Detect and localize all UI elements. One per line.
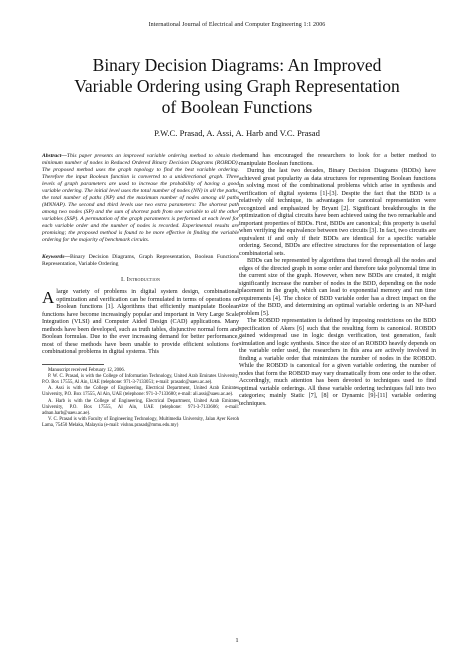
footnote-rule [42,364,104,365]
paragraph: The ROBDD representation is defined by imposing restrictions on the BDD specification of Akers [6] such that the resulting form is canonical. ROBDD gained widespread use in logic design verification, test generation, fault simulation and logic synthesis. Since the size of an ROBDD heavily depends on the variable order used, the researchers in this area are actively involved in finding a variable order that minimizes the number of nodes in the ROBDD. While the ROBDD is canonical for a given variable ordering, the number of nodes that form the ROBDD may vary dramatically from one order to the other. Accordingly, much attention has been devoted to techniques used to find optimal variable orderings. All these variable ordering techniques fall into two categories; mainly Static [7], [8] or Dynamic [9]-[11] variable ordering techniques. [239,318,436,407]
paragraph: BDDs can be represented by algorithms that travel through all the nodes and edges of the directed graph in some order and therefore take polynomial time in the current size of the graph. However, when new BDDs are created, it might significantly increase the number of nodes in the BDD, depending on the node placement in the graph, which can lead to exponential memory and run time requirements [4]. The choice of BDD variable order has a direct impact on the size of the BDD, and determining an optimal variable ordering is an NP-hard problem [5]. [239,258,436,317]
footnote: A. Harb is with the College of Engineering, Electrical Department, United Arab Emirates University, P.O. Box 17555, Al Ain, UAE (telephone: 971-3-7133606; e-mail: adnan.harb@uaeu.ac.ae). [42,398,239,416]
footnote: Manuscript received February 12, 2006. [48,367,125,373]
abstract-label: Abstract— [42,153,67,159]
footnotes [42,368,239,430]
keywords [42,254,239,268]
footnote: P. W. C. Prasad, is with the College of Information Technology, United Arab Emirates University, P.O. Box 17555, Al Ain, UAE (telephone: 971-3-7133051; e-mail: prasadc@uaeu.ac.ae). [42,373,239,385]
abstract [42,153,239,244]
title-line: Binary Decision Diagrams: An Improved [92,55,382,75]
paper-title [30,55,444,118]
footnote: V. C. Prasad is with Faculty of Engineering Technology, Multimedia University, Jalan Ayer Keroh Lama, 75450 Melaka, Malaysia (e-mail: vishnu.prasad@mmu.edu.my) [42,417,239,429]
right-column [239,153,436,408]
keywords-text: Binary Decision Diagrams, Graph Representation, Boolean Functions Representation, Variable Ordering [42,254,239,267]
keywords-label: Keywords— [42,254,70,260]
title-line: Variable Ordering using Graph Representation [74,76,400,96]
intro-text: large variety of problems in digital system design, combinational optimization and verification can be formulated in terms of operations on Boolean functions [1]. Algorithms that efficiently manipulate Boolean functions have become increasingly popular and important in Very Large Scale Integration (VLSI) and Computer Aided Design (CAD) applications. Many methods have been developed, such as truth tables, disjunctive normal form and Boolean formulas. Due to the ever increasing demand for better performance, most of these methods have been unable to provide efficient solutions for combinational problems in digital systems. This [42,289,239,355]
section-heading: I. Introduction [120,276,161,283]
title-line: of Boolean Functions [161,97,313,117]
page-number: 1 [235,637,239,644]
journal-header: International Journal of Electrical and Computer Engineering 1:1 2006 [148,22,326,28]
left-column [42,153,239,430]
footnote: A. Assi is with the College of Engineering, Electrical Department, United Arab Emirates University, P.O. Box 17555, Al Ain, UAE (telephone: 971-3-7133680; e-mail: ali.assi@uaeu.ac.ae). [42,386,239,398]
paragraph: During the last two decades, Binary Decision Diagrams (BDDs) have achieved great popularity as data structures for representing Boolean functions in solving most of the combinational problems which arise in synthesis and verification of digital systems [1]-[3]. Despite the fact that the BDD is a relatively old technique, its advantages for canonical representation were recognized and emphasized by Bryant [2]. Significant breakthroughs in the optimization of digital circuits have been achieved using the two remarkable and important properties of BDDs. First, BDDs are canonical; this property is useful when verifying the equivalence between two circuits [3]. In fact, two circuits are equivalent if and only if their BDDs are identical for a specific variable ordering. Second, BDDs are effective structures for the representation of large combinatorial sets. [239,168,436,257]
abstract-text: This paper presents an improved variable ordering method to obtain the minimum number of nodes in Reduced Ordered Binary Decision Diagrams (ROBDD). The proposed method uses the graph topology to find the best variable ordering. Therefore the input Boolean function is converted to a unidirectional graph. Three levels of graph parameters are used to increase the probability of having a good variable ordering. The initial level uses the total number of nodes (NN) in all the paths, the total number of paths (NP) and the maximum number of nodes among all paths (MNNAP). The second and third levels use two extra parameters: The shortest path among two nodes (SP) and the sum of shortest path from one variable to all the other variables (SSP). A permutation of the graph parameters is performed at each level for each variable order and the number of nodes is recorded. Experimental results are promising; the proposed method is found to be more effective in finding the variable ordering for the majority of benchmark circuits. [42,153,239,243]
drop-cap: A [42,288,55,307]
intro-paragraph [42,289,239,357]
paragraph: demand has encouraged the researchers to look for a better method to manipulate Boolean functions. [239,153,436,167]
authors: P.W.C. Prasad, A. Assi, A. Harb and V.C. Prasad [154,128,320,138]
